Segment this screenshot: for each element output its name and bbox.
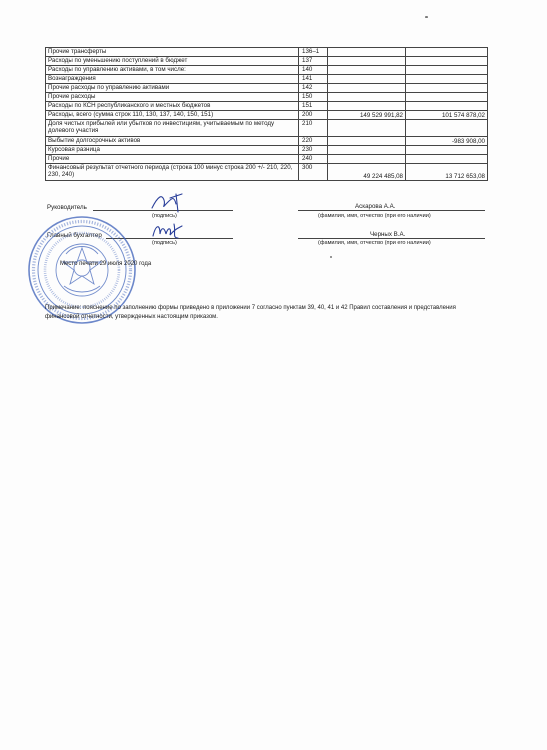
row-previous xyxy=(406,155,488,164)
table-row xyxy=(46,102,488,111)
head-label: Руководитель xyxy=(47,204,87,211)
row-label: Расходы по управлению активами, в том числе: xyxy=(46,66,299,75)
row-label: Вознаграждения xyxy=(46,75,299,84)
row-current xyxy=(328,84,406,93)
row-label: Прочие трансферты xyxy=(46,48,299,57)
stamp-place-date: Место печати 29 июля 2020 года xyxy=(60,261,152,267)
table-row xyxy=(46,48,488,57)
row-previous xyxy=(406,66,488,75)
row-code: 230 xyxy=(299,146,328,155)
table-row xyxy=(46,84,488,93)
row-code: 220 xyxy=(299,137,328,146)
accountant-signature-caption: (подпись) xyxy=(152,240,177,246)
row-previous: 13 712 653,08 xyxy=(406,164,488,181)
row-code: 240 xyxy=(299,155,328,164)
row-previous xyxy=(406,48,488,57)
accountant-name: Черных В.А. xyxy=(370,231,406,238)
row-code: 200 xyxy=(299,111,328,120)
table-row xyxy=(46,137,488,146)
row-previous xyxy=(406,93,488,102)
row-code: 137 xyxy=(299,57,328,66)
row-current: 49 224 485,08 xyxy=(328,164,406,181)
row-label: Финансовый результат отчетного периода (строка 100 минус строка 200 +/- 210, 220, 230, 240) xyxy=(46,164,299,181)
row-code: 141 xyxy=(299,75,328,84)
row-current xyxy=(328,137,406,146)
row-code: 142 xyxy=(299,84,328,93)
row-label: Прочие xyxy=(46,155,299,164)
row-current xyxy=(328,48,406,57)
table-row xyxy=(46,164,488,181)
row-label: Прочие расходы по управлению активами xyxy=(46,84,299,93)
row-code: 151 xyxy=(299,102,328,111)
row-previous: -983 908,00 xyxy=(406,137,488,146)
head-name: Аскарова А.А. xyxy=(355,203,396,210)
accountant-name-caption: (фамилия, имя, отчество (при его наличии) xyxy=(318,240,431,246)
head-name-caption: (фамилия, имя, отчество (при его наличии) xyxy=(318,213,431,219)
head-name-line xyxy=(298,210,485,211)
row-previous xyxy=(406,84,488,93)
accountant-handwritten-signature xyxy=(150,220,186,242)
row-code: 136–1 xyxy=(299,48,328,57)
scan-speck xyxy=(330,256,332,258)
row-label: Прочие расходы xyxy=(46,93,299,102)
table-row xyxy=(46,93,488,102)
footnote: Примечание: пояснение по заполнению формы приведено в приложении 7 согласно пунктам 39, 40, 41 и 42 Правил составления и представления финансовой отчетности, утвержденных настоящим приказом. xyxy=(45,305,456,320)
table-row xyxy=(46,75,488,84)
table-row xyxy=(46,57,488,66)
table-row xyxy=(46,146,488,155)
row-current xyxy=(328,66,406,75)
row-code: 150 xyxy=(299,93,328,102)
row-label: Расходы по КСН республиканского и местных бюджетов xyxy=(46,102,299,111)
table-row xyxy=(46,111,488,120)
financial-results-table xyxy=(45,47,488,181)
row-current xyxy=(328,155,406,164)
table-row xyxy=(46,155,488,164)
row-current xyxy=(328,75,406,84)
table-row xyxy=(46,120,488,137)
head-signature-caption: (подпись) xyxy=(152,213,177,219)
row-current: 149 529 991,82 xyxy=(328,111,406,120)
row-previous: 101 574 878,02 xyxy=(406,111,488,120)
row-label: Доля чистых прибылей или убытков по инвестициям, учитываемым по методу долевого участия xyxy=(46,120,299,137)
row-label: Выбытие долгосрочных активов xyxy=(46,137,299,146)
row-current xyxy=(328,146,406,155)
row-label: Расходы, всего (сумма строк 110, 130, 137, 140, 150, 151) xyxy=(46,111,299,120)
row-previous xyxy=(406,102,488,111)
table-row xyxy=(46,66,488,75)
row-label: Курсовая разница xyxy=(46,146,299,155)
row-label: Расходы по уменьшению поступлений в бюджет xyxy=(46,57,299,66)
row-code: 140 xyxy=(299,66,328,75)
row-previous xyxy=(406,120,488,137)
row-current xyxy=(328,57,406,66)
row-previous xyxy=(406,75,488,84)
row-current xyxy=(328,93,406,102)
scan-speck xyxy=(425,16,428,18)
accountant-name-line xyxy=(298,238,485,239)
row-current xyxy=(328,120,406,137)
head-handwritten-signature xyxy=(148,190,188,214)
row-current xyxy=(328,102,406,111)
accountant-label: Главный бухгалтер xyxy=(47,232,102,239)
row-code: 210 xyxy=(299,120,328,137)
row-previous xyxy=(406,57,488,66)
row-previous xyxy=(406,146,488,155)
row-code: 300 xyxy=(299,164,328,181)
